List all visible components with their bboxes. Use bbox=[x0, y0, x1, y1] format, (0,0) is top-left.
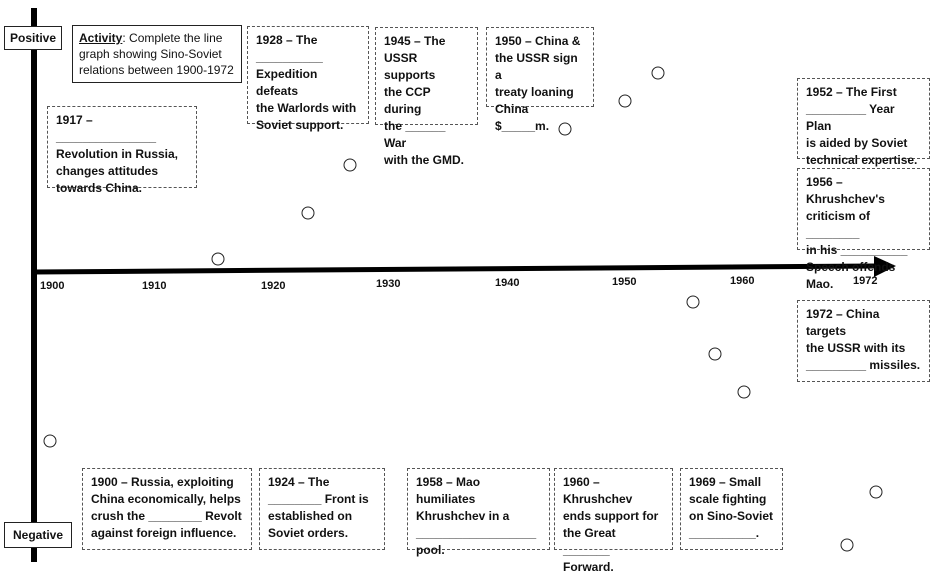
point-marker bbox=[212, 253, 224, 265]
point-marker bbox=[687, 296, 699, 308]
point-marker bbox=[870, 486, 882, 498]
event-box-1958: 1958 – Mao humiliates Khrushchev in a __________________ pool. bbox=[407, 468, 550, 550]
event-box-1972: 1972 – China targets the USSR with its _________ missiles. bbox=[797, 300, 930, 382]
event-box-1960: 1960 – Khrushchev ends support for the Great _______ Forward. bbox=[554, 468, 673, 550]
year-label: 1960 bbox=[730, 275, 755, 287]
point-marker bbox=[302, 207, 314, 219]
point-marker bbox=[738, 386, 750, 398]
year-label: 1950 bbox=[612, 276, 637, 288]
point-marker bbox=[344, 159, 356, 171]
point-marker bbox=[619, 95, 631, 107]
positive-label: Positive bbox=[4, 26, 62, 50]
event-box-1928: 1928 – The __________ Expedition defeats the Warlords with Soviet support. bbox=[247, 26, 369, 124]
year-label: 1900 bbox=[40, 280, 65, 292]
event-box-1956: 1956 – Khrushchev's criticism of ________ in his __________ Speech offends Mao. bbox=[797, 168, 930, 250]
event-box-1969: 1969 – Small scale fighting on Sino-Soviet __________. bbox=[680, 468, 783, 550]
event-box-1952: 1952 – The First _________ Year Plan is aided by Soviet technical expertise. bbox=[797, 78, 930, 159]
point-marker bbox=[841, 539, 853, 551]
event-box-1917: 1917 – _______________ Revolution in Russia, changes attitudes towards China. bbox=[47, 106, 197, 188]
event-box-1950: 1950 – China & the USSR sign a treaty loaning China $_____m. bbox=[486, 27, 594, 107]
activity-instructions bbox=[72, 25, 242, 83]
activity-heading: Activity bbox=[79, 31, 123, 45]
year-label: 1910 bbox=[142, 280, 167, 292]
point-marker bbox=[44, 435, 56, 447]
year-label: 1940 bbox=[495, 277, 520, 289]
point-marker bbox=[652, 67, 664, 79]
event-box-1924: 1924 – The ________ Front is established on Soviet orders. bbox=[259, 468, 385, 550]
event-box-1945: 1945 – The USSR supports the CCP during the ______ War with the GMD. bbox=[375, 27, 478, 125]
activity-text: : Complete the line graph showing Sino-Soviet relations between 1900-1972 bbox=[79, 31, 234, 77]
year-label: 1920 bbox=[261, 280, 286, 292]
year-label: 1930 bbox=[376, 278, 401, 290]
negative-label: Negative bbox=[4, 522, 72, 548]
year-label: 1972 bbox=[853, 275, 878, 287]
point-marker bbox=[559, 123, 571, 135]
horizontal-axis bbox=[34, 266, 876, 272]
event-box-1900: 1900 – Russia, exploiting China economically, helps crush the ________ Revolt against foreign influence. bbox=[82, 468, 252, 550]
point-marker bbox=[709, 348, 721, 360]
